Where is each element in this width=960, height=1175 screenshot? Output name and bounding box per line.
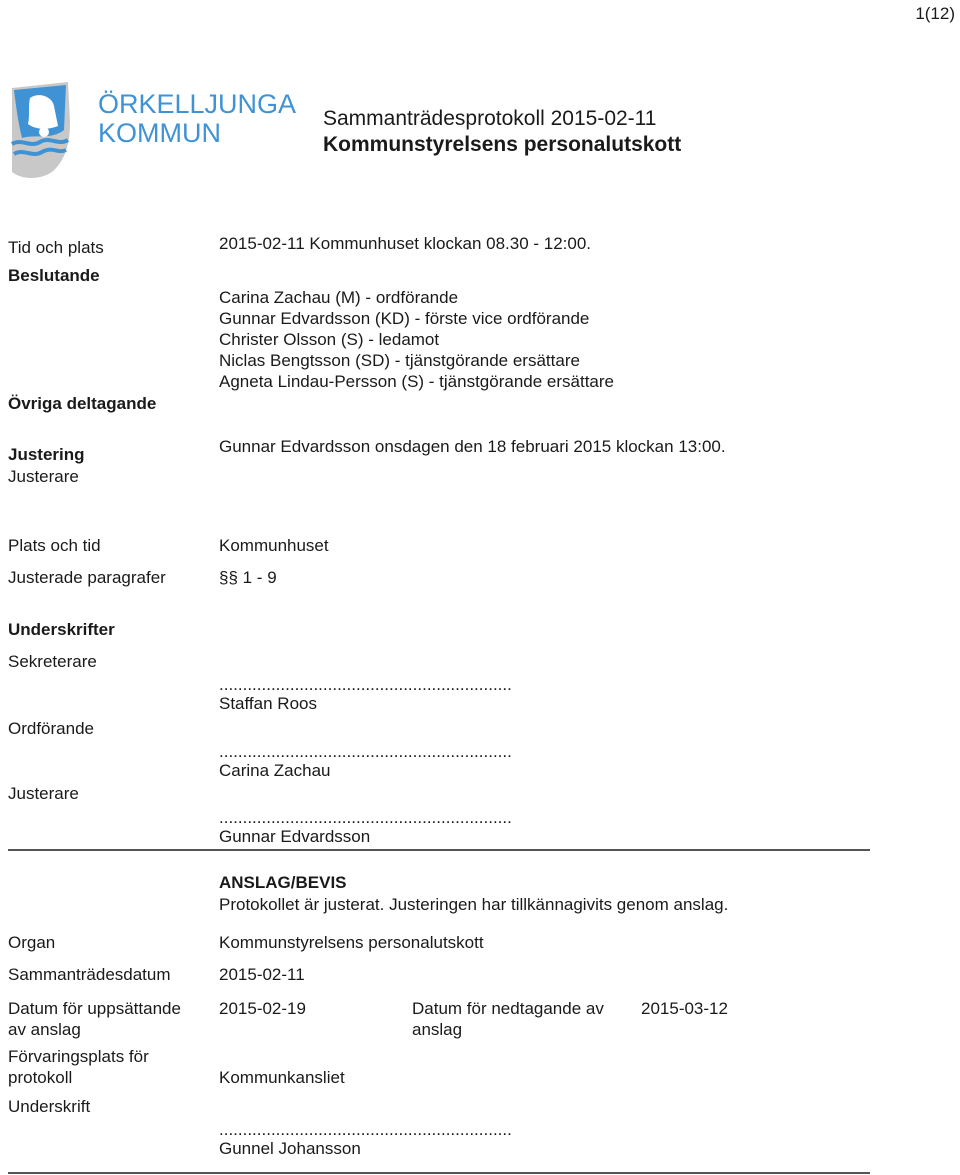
nedtagande-label: Datum för nedtagande av xyxy=(412,999,604,1018)
organ-label: Organ xyxy=(8,933,56,952)
underskrift-name: Gunnel Johansson xyxy=(219,1139,361,1158)
uppsattande-value: 2015-02-19 xyxy=(219,999,306,1018)
kommun-logo xyxy=(8,82,297,182)
anslag-heading: ANSLAG/BEVIS xyxy=(219,873,347,892)
tid-value: 2015-02-11 Kommunhuset klockan 08.30 - 12:00. xyxy=(219,234,592,253)
justerare-label: Justerare xyxy=(8,467,79,486)
uppsattande-label: Datum för uppsättande xyxy=(8,999,181,1018)
ordforande-label: Ordförande xyxy=(8,719,94,738)
forvaring-label: Förvaringsplats för xyxy=(8,1047,149,1066)
ovriga-label: Övriga deltagande xyxy=(8,394,157,413)
section-divider xyxy=(8,849,870,851)
beslutande-item: Christer Olsson (S) - ledamot xyxy=(219,330,440,349)
justerare-sign-label: Justerare xyxy=(8,784,79,803)
beslutande-item: Carina Zachau (M) - ordförande xyxy=(219,288,459,307)
signature-line: .............................................................. xyxy=(219,1120,512,1139)
plats-value: Kommunhuset xyxy=(219,536,329,555)
forvaring-value: Kommunkansliet xyxy=(219,1068,345,1087)
signature-line: .............................................................. xyxy=(219,808,512,827)
justering-label: Justering xyxy=(8,445,85,464)
uppsattande-label-cont: av anslag xyxy=(8,1020,81,1039)
paragrafer-label: Justerade paragrafer xyxy=(8,568,166,587)
document-subtitle: Kommunstyrelsens personalutskott xyxy=(323,133,682,156)
forvaring-label-cont: protokoll xyxy=(8,1068,73,1087)
bottom-divider xyxy=(8,1172,870,1174)
underskrifter-heading: Underskrifter xyxy=(8,620,115,639)
justerare-name: Gunnar Edvardsson xyxy=(219,827,371,846)
sekreterare-name: Staffan Roos xyxy=(219,694,317,713)
organ-value: Kommunstyrelsens personalutskott xyxy=(219,933,484,952)
beslutande-item: Niclas Bengtsson (SD) - tjänstgörande ersättare xyxy=(219,351,580,370)
sekreterare-label: Sekreterare xyxy=(8,652,97,671)
nedtagande-label-cont: anslag xyxy=(412,1020,463,1039)
anslag-text: Protokollet är justerat. Justeringen har tillkännagivits genom anslag. xyxy=(219,895,729,914)
beslutande-item: Gunnar Edvardsson (KD) - förste vice ordförande xyxy=(219,309,590,328)
page-number: 1(12) xyxy=(915,4,955,23)
nedtagande-value: 2015-03-12 xyxy=(641,999,728,1018)
tid-label: Tid och plats xyxy=(8,238,104,257)
sammantradesdatum-value: 2015-02-11 xyxy=(219,965,305,984)
beslutande-item: Agneta Lindau-Persson (S) - tjänstgörande ersättare xyxy=(219,372,615,391)
document-title: Sammanträdesprotokoll 2015-02-11 xyxy=(323,107,657,130)
signature-line: .............................................................. xyxy=(219,742,512,761)
logo-line1: ÖRKELLJUNGA xyxy=(98,89,297,119)
logo-line2: KOMMUN xyxy=(98,118,221,148)
justering-value: Gunnar Edvardsson onsdagen den 18 februari 2015 klockan 13:00. xyxy=(219,437,726,456)
sammantradesdatum-label: Sammanträdesdatum xyxy=(8,965,171,984)
ordforande-name: Carina Zachau xyxy=(219,761,331,780)
beslutande-label: Beslutande xyxy=(8,266,100,285)
paragrafer-value: §§ 1 - 9 xyxy=(219,568,277,587)
plats-label: Plats och tid xyxy=(8,536,101,555)
underskrift-label: Underskrift xyxy=(8,1097,91,1116)
signature-line: .............................................................. xyxy=(219,675,512,694)
bell-on-waves-emblem-icon xyxy=(12,82,70,178)
